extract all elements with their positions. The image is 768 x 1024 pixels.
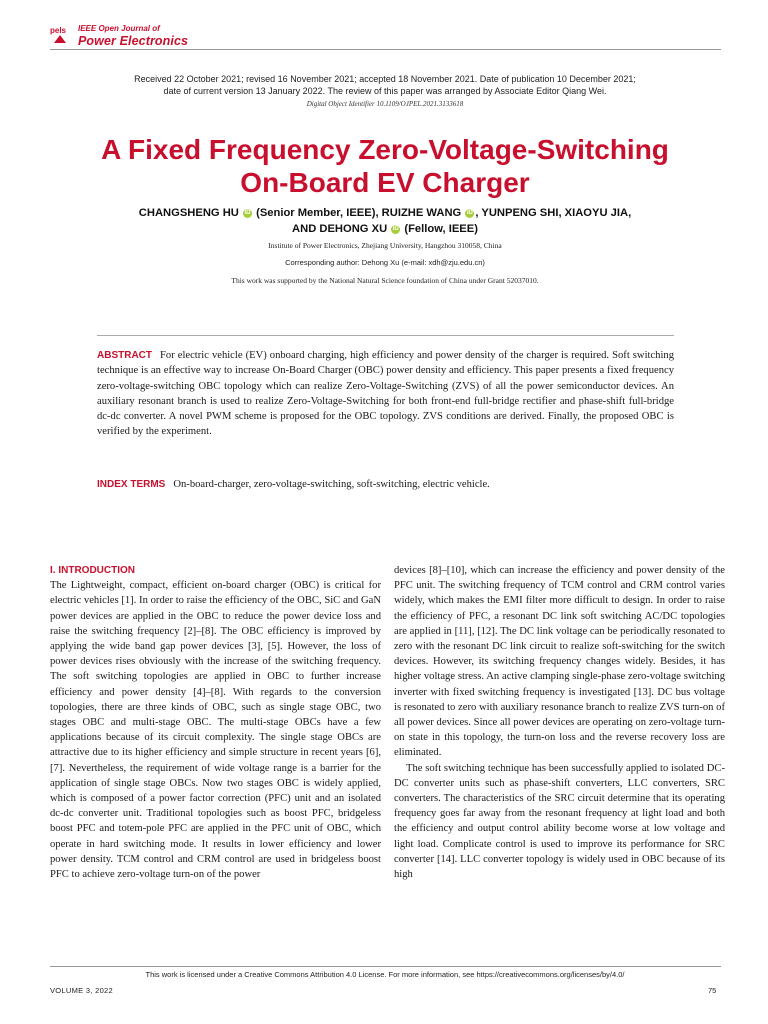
journal-series: IEEE Open Journal of: [78, 24, 160, 33]
right-column: [394, 563, 725, 882]
abstract-divider: [97, 335, 674, 336]
author-name: AND DEHONG XU: [292, 223, 388, 235]
paragraph: devices [8]–[10], which can increase the efficiency and power density of the PFC unit. The switching frequency of TCM control and CRM control varies widely, which makes the EMI filter more difficult to design. In order to raise the efficiency of PFC, a resonant DC link soft switching AC/DC topologies are applied in [11], [12]. The DC link voltage can be periodically resonated to zero with the resonant DC link circuit to realize soft-switching for the switch devices. However, its switching frequency changes widely. Besides, it has higher voltage stress. An active clamping single-phase zero-voltage switching inverter with fixed switching frequency is investigated [13]. DC bus voltage is resonated to zero with auxiliary resonance branch to realize ZVS turn-on of all power devices. Since all power devices are operating on zero-voltage turn-on state in this topology, the turn-on loss and the reverse recovery loss are eliminated.: [394, 565, 725, 759]
license-note: This work is licensed under a Creative Commons Attribution 4.0 License. For more information, see https://creativecommons.org/licenses/by/4.0/: [145, 970, 625, 979]
header-divider: [50, 49, 721, 50]
title-line-2: On-Board EV Charger: [240, 167, 530, 198]
author-affiliation-note: (Fellow, IEEE): [404, 223, 478, 235]
volume-label: VOLUME 3, 2022: [50, 986, 113, 995]
author-names: , YUNPENG SHI, XIAOYU JIA,: [475, 207, 632, 219]
received-dates-line2: date of current version 13 January 2022. The review of this paper was arranged by Associate Editor Qiang Wei.: [163, 86, 607, 96]
paragraph: The soft switching technique has been successfully applied to isolated DC-DC converter units such as phase-shift converters, LLC converters, SRC converters. The characteristics of the SRC circuit determine that its operating frequency goes far away from the resonant frequency at light load and both the efficiency and output control ability become worse at low voltage and light load. Complicate control is used to improve its performance for SRC converter [14]. LLC converter topology is widely used in OBC because of its high: [394, 762, 725, 881]
institution: Institute of Power Electronics, Zhejiang University, Hangzhou 310058, China: [268, 241, 502, 250]
journal-name: Power Electronics: [78, 34, 189, 48]
index-terms: [97, 477, 674, 492]
abstract-label: ABSTRACT: [97, 350, 152, 361]
pels-logo: [50, 24, 70, 44]
page-number: 75: [708, 986, 717, 995]
received-dates-line1: Received 22 October 2021; revised 16 November 2021; accepted 18 November 2021. Date of publication 10 December 2021;: [134, 74, 636, 84]
author-affiliation-note: (Senior Member, IEEE), RUIZHE WANG: [256, 207, 462, 219]
abstract: [97, 348, 674, 440]
left-column: [50, 563, 381, 882]
paper-title: [40, 133, 730, 199]
footer-divider: [50, 966, 721, 967]
orcid-icon[interactable]: iD: [466, 210, 473, 216]
author-line-1: [60, 205, 710, 221]
doi: Digital Object Identifier 10.1109/OJPEL.2021.3133618: [306, 100, 464, 108]
abstract-text: For electric vehicle (EV) onboard charging, high efficiency and power density of the charger is required. Soft switching technique is an effective way to increase On-Board Charger (OBC) power density and efficiency. This paper presents a fixed frequency zero-voltage-switching OBC topology which can realize Zero-Voltage-Switching (ZVS) of all the power semiconductor devices. An auxiliary resonant branch is used to realize Zero-Voltage-Switching for both front-end full-bridge rectifier and phase-shift full-bridge dc-dc converter. A novel PWM scheme is proposed for the OBC topology. ZVS conditions are derived. Finally, the proposed OBC is verified by the experiment.: [97, 350, 674, 438]
funding-note: This work was supported by the National Natural Science foundation of China under Grant 52037010.: [231, 276, 539, 285]
logo-text: pels: [50, 26, 67, 35]
title-line-1: A Fixed Frequency Zero-Voltage-Switching: [101, 134, 669, 165]
paragraph: The Lightweight, compact, efficient on-board charger (OBC) is critical for electric vehicles [1]. In order to raise the efficiency of the OBC, SiC and GaN power devices are applied in the OBC to reduce the power device loss and raise the switching frequency [2]–[8]. The OBC efficiency is improved by applying the wide band gap power devices [3], [5]. However, the loss of power devices rises obviously with the increase of the switching frequency. The soft switching topologies are applied in OBC to further increase efficiency and power density [4]–[8]. With regards to the conversion topologies, there are three kinds of OBC, such as single stage OBC, two stages OBC and multi-stage OBC. The multi-stage OBCs have a few applications because of its circuit complexity. The single stage OBCs are attractive due to its higher efficiency and simple structure in recent years [6], [7]. Nevertheless, the requirement of wide voltage range is a barrier for the application of single stage OBCs. Now two stages OBC is widely applied, which is composed of a power factor correction (PFC) unit and an isolated dc-dc converter unit. Traditional topologies such as boost PFC, bridgeless boost PFC and totem-pole PFC are applied in the PFC unit of OBC, which operate in hard switching mode. It results in lower efficiency and lower power density. TCM control and CRM control are used in bridgeless boost PFC to achieve zero-voltage turn-on of the power: [50, 580, 381, 881]
author-name: CHANGSHENG HU: [138, 207, 239, 219]
author-list: [60, 205, 710, 237]
orcid-icon[interactable]: iD: [244, 210, 251, 216]
orcid-icon[interactable]: iD: [392, 226, 399, 232]
section-heading: I. INTRODUCTION: [50, 565, 135, 576]
corresponding-author: Corresponding author: Dehong Xu (e-mail: xdh@zju.edu.cn): [285, 258, 485, 267]
author-line-2: [60, 221, 710, 237]
index-terms-label: INDEX TERMS: [97, 479, 166, 490]
index-terms-text: On-board-charger, zero-voltage-switching, soft-switching, electric vehicle.: [173, 479, 490, 490]
